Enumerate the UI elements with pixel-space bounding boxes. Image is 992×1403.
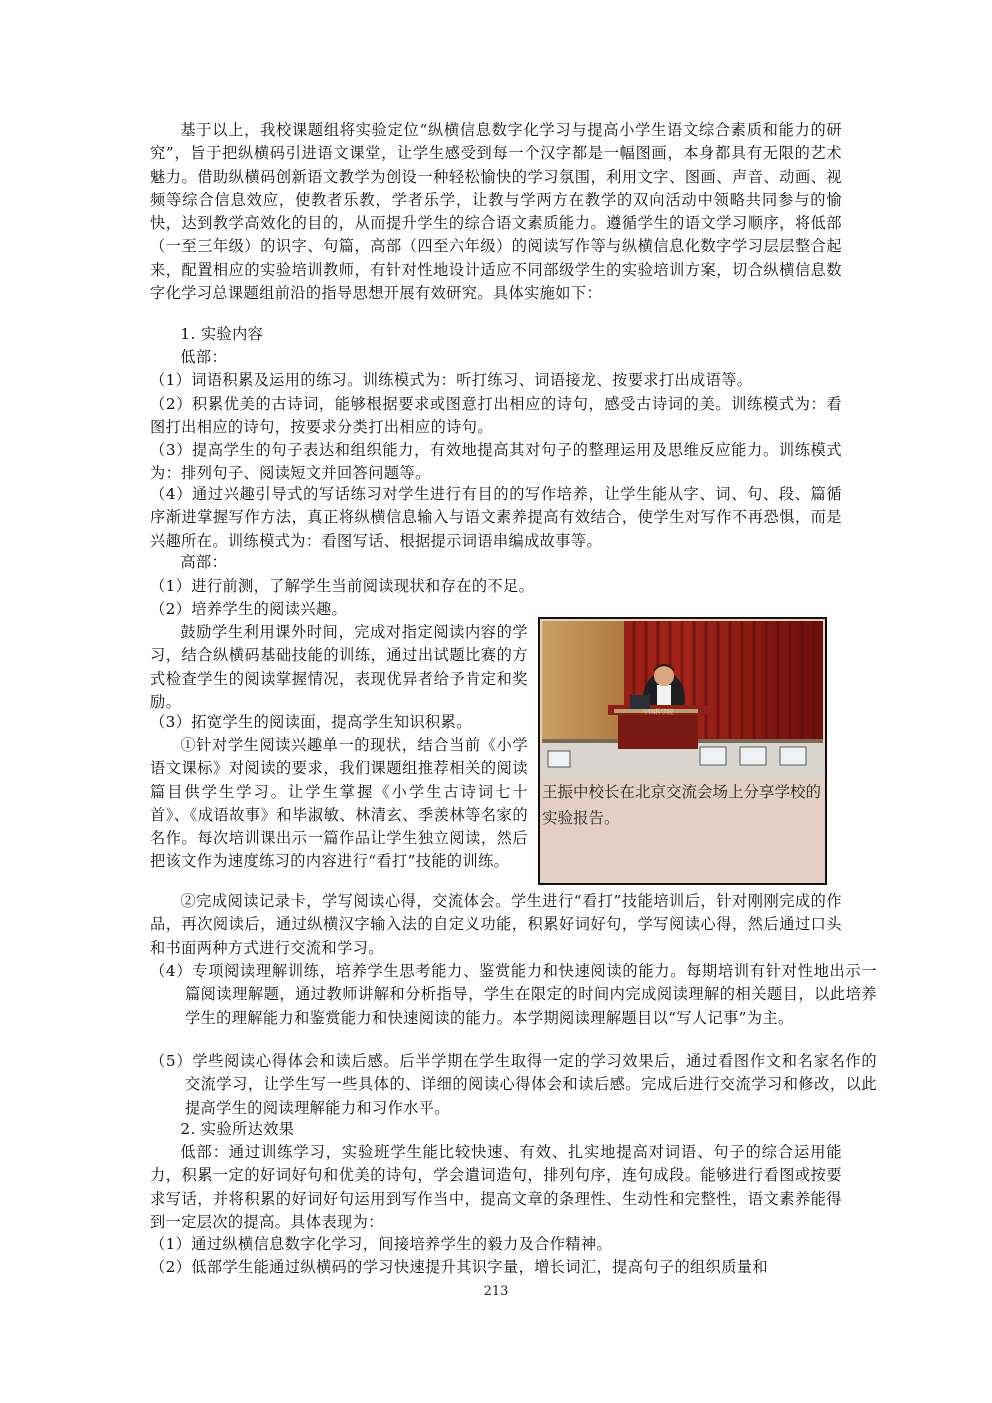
high-2-detail: 鼓励学生利用课外时间，完成对指定阅读内容的学习，结合纵横码基础技能的训练，通过出试题比赛的方式检查学生的阅读掌握情况，表现优异者给予肯定和奖励。 — [150, 623, 528, 711]
list-item-low-4: （4）通过兴趣引导式的写话练习对学生进行有目的的写作培养，让学生能从字、词、句、段、篇循序渐进掌握写作方法，真正将纵横信息输入与语文素养提高有效结合，使学生对写作不再恐惧，而是兴趣所在。训练模式为：看图写话、根据提示词语串编成故事等。 — [150, 485, 842, 550]
list-item-low-1: （1）词语积累及运用的练习。训练模式为：听打练习、词语接龙、按要求打出成语等。 — [150, 371, 753, 389]
list-item-high-2: （2）培养学生的阅读兴趣。 — [150, 600, 348, 618]
results-low-grade-paragraph: 低部：通过训练学习，实验班学生能比较快速、有效、扎实地提高对词语、句子的综合运用能力，积累一定的好词好句和优美的诗句，学会遣词造句，排列句序，连句成段。能够进行看图或按要求写话，并将积累的好词好句运用到写作当中，提高文章的条理性、生动性和完整性，语文素养能得到一定层次的提高。具体表现为： — [150, 1143, 842, 1231]
subheading-low-grade: 低部： — [180, 348, 228, 366]
list-item-high-1: （1）进行前测，了解学生当前阅读现状和存在的不足。 — [150, 577, 535, 595]
list-item-high-3: （3）拓宽学生的阅读面，提高学生知识积累。 — [150, 713, 472, 731]
list-item-high-5: （5）学些阅读心得体会和读后感。后半学期在学生取得一定的学习效果后，通过看图作文和名家名作的交流学习，让学生写一些具体的、详细的阅读心得体会和读后感。完成后进行交流学习和修改，以此提高学生的阅读理解能力和习作水平。 — [150, 1052, 877, 1117]
speaker-photo — [542, 621, 823, 778]
intro-paragraph: 基于以上，我校课题组将实验定位“纵横信息数字化学习与提高小学生语文综合素质和能力的研究”，旨于把纵横码引进语文课堂，让学生感受到每一个汉字都是一幅图画，本身都具有无限的艺术魅力。借助纵横码创新语文教学为创设一种轻松愉快的学习氛围，利用文字、图画、声音、动画、视频等综合信息效应，使教者乐教，学者乐学，让教与学两方在教学的双向活动中领略共同参与的愉快，达到教学高效化的目的，从而提升学生的综合语文素质能力。遵循学生的语文学习顺序，将低部（一至三年级）的识字、句篇，高部（四至六年级）的阅读写作等与纵横信息化数字学习层层整合起来，配置相应的实验培训教师，有针对性地设计适应不同部级学生的实验培训方案，切合纵横信息数字化学习总课题组前沿的指导思想开展有效研究。具体实施如下： — [150, 121, 842, 303]
result-item-1: （1）通过纵横信息数字化学习，间接培养学生的毅力及合作精神。 — [150, 1235, 613, 1253]
section-heading-results: 2. 实验所达效果 — [180, 1120, 295, 1138]
podium-label: 中国科学院 — [642, 709, 674, 716]
photo-caption: 王振中校长在北京交流会场上分享学校的实验报告。 — [542, 783, 822, 827]
list-item-low-2: （2）积累优美的古诗词，能够根据要求或图意打出相应的诗句，感受古诗词的美。训练模式为：看图打出相应的诗句，按要求分类打出相应的诗句。 — [150, 395, 842, 437]
high-3-point-1: ①针对学生阅读兴趣单一的现状，结合当前《小学语文课标》对阅读的要求，我们课题组推荐相关的阅读篇目供学生学习。让学生掌握《小学生古诗词七十首》、《成语故事》和毕淑敏、林清玄、季羡林等名家的名作。每次培训课出示一篇作品让学生独立阅读，然后把该文作为速度练习的内容进行“看打”技能的训练。 — [150, 736, 528, 871]
photo-figure — [538, 617, 827, 885]
page-number: 213 — [483, 1284, 509, 1299]
list-item-high-4: （4）专项阅读理解训练，培养学生思考能力、鉴赏能力和快速阅读的能力。每期培训有针对性地出示一篇阅读理解题，通过教师讲解和分析指导，学生在限定的时间内完成阅读理解的相关题目，以此培养学生的理解能力和鉴赏能力和快速阅读的能力。本学期阅读理解题目以“写人记事”为主。 — [150, 962, 877, 1027]
result-item-2: （2）低部学生能通过纵横码的学习快速提升其识字量，增长词汇，提高句子的组织质量和 — [150, 1258, 768, 1276]
list-item-low-3: （3）提高学生的句子表达和组织能力，有效地提高其对句子的整理运用及思维反应能力。训练模式为：排列句子、阅读短文并回答问题等。 — [150, 441, 842, 483]
subheading-high-grade: 高部： — [180, 553, 228, 571]
section-heading-content: 1. 实验内容 — [180, 325, 264, 343]
high-3-point-2: ②完成阅读记录卡，学写阅读心得，交流体会。学生进行“看打”技能培训后，针对刚刚完成的作品，再次阅读后，通过纵横汉字输入法的自定义功能，积累好词好句，学写阅读心得，然后通过口头和书面两种方式进行交流和学习。 — [150, 892, 842, 957]
